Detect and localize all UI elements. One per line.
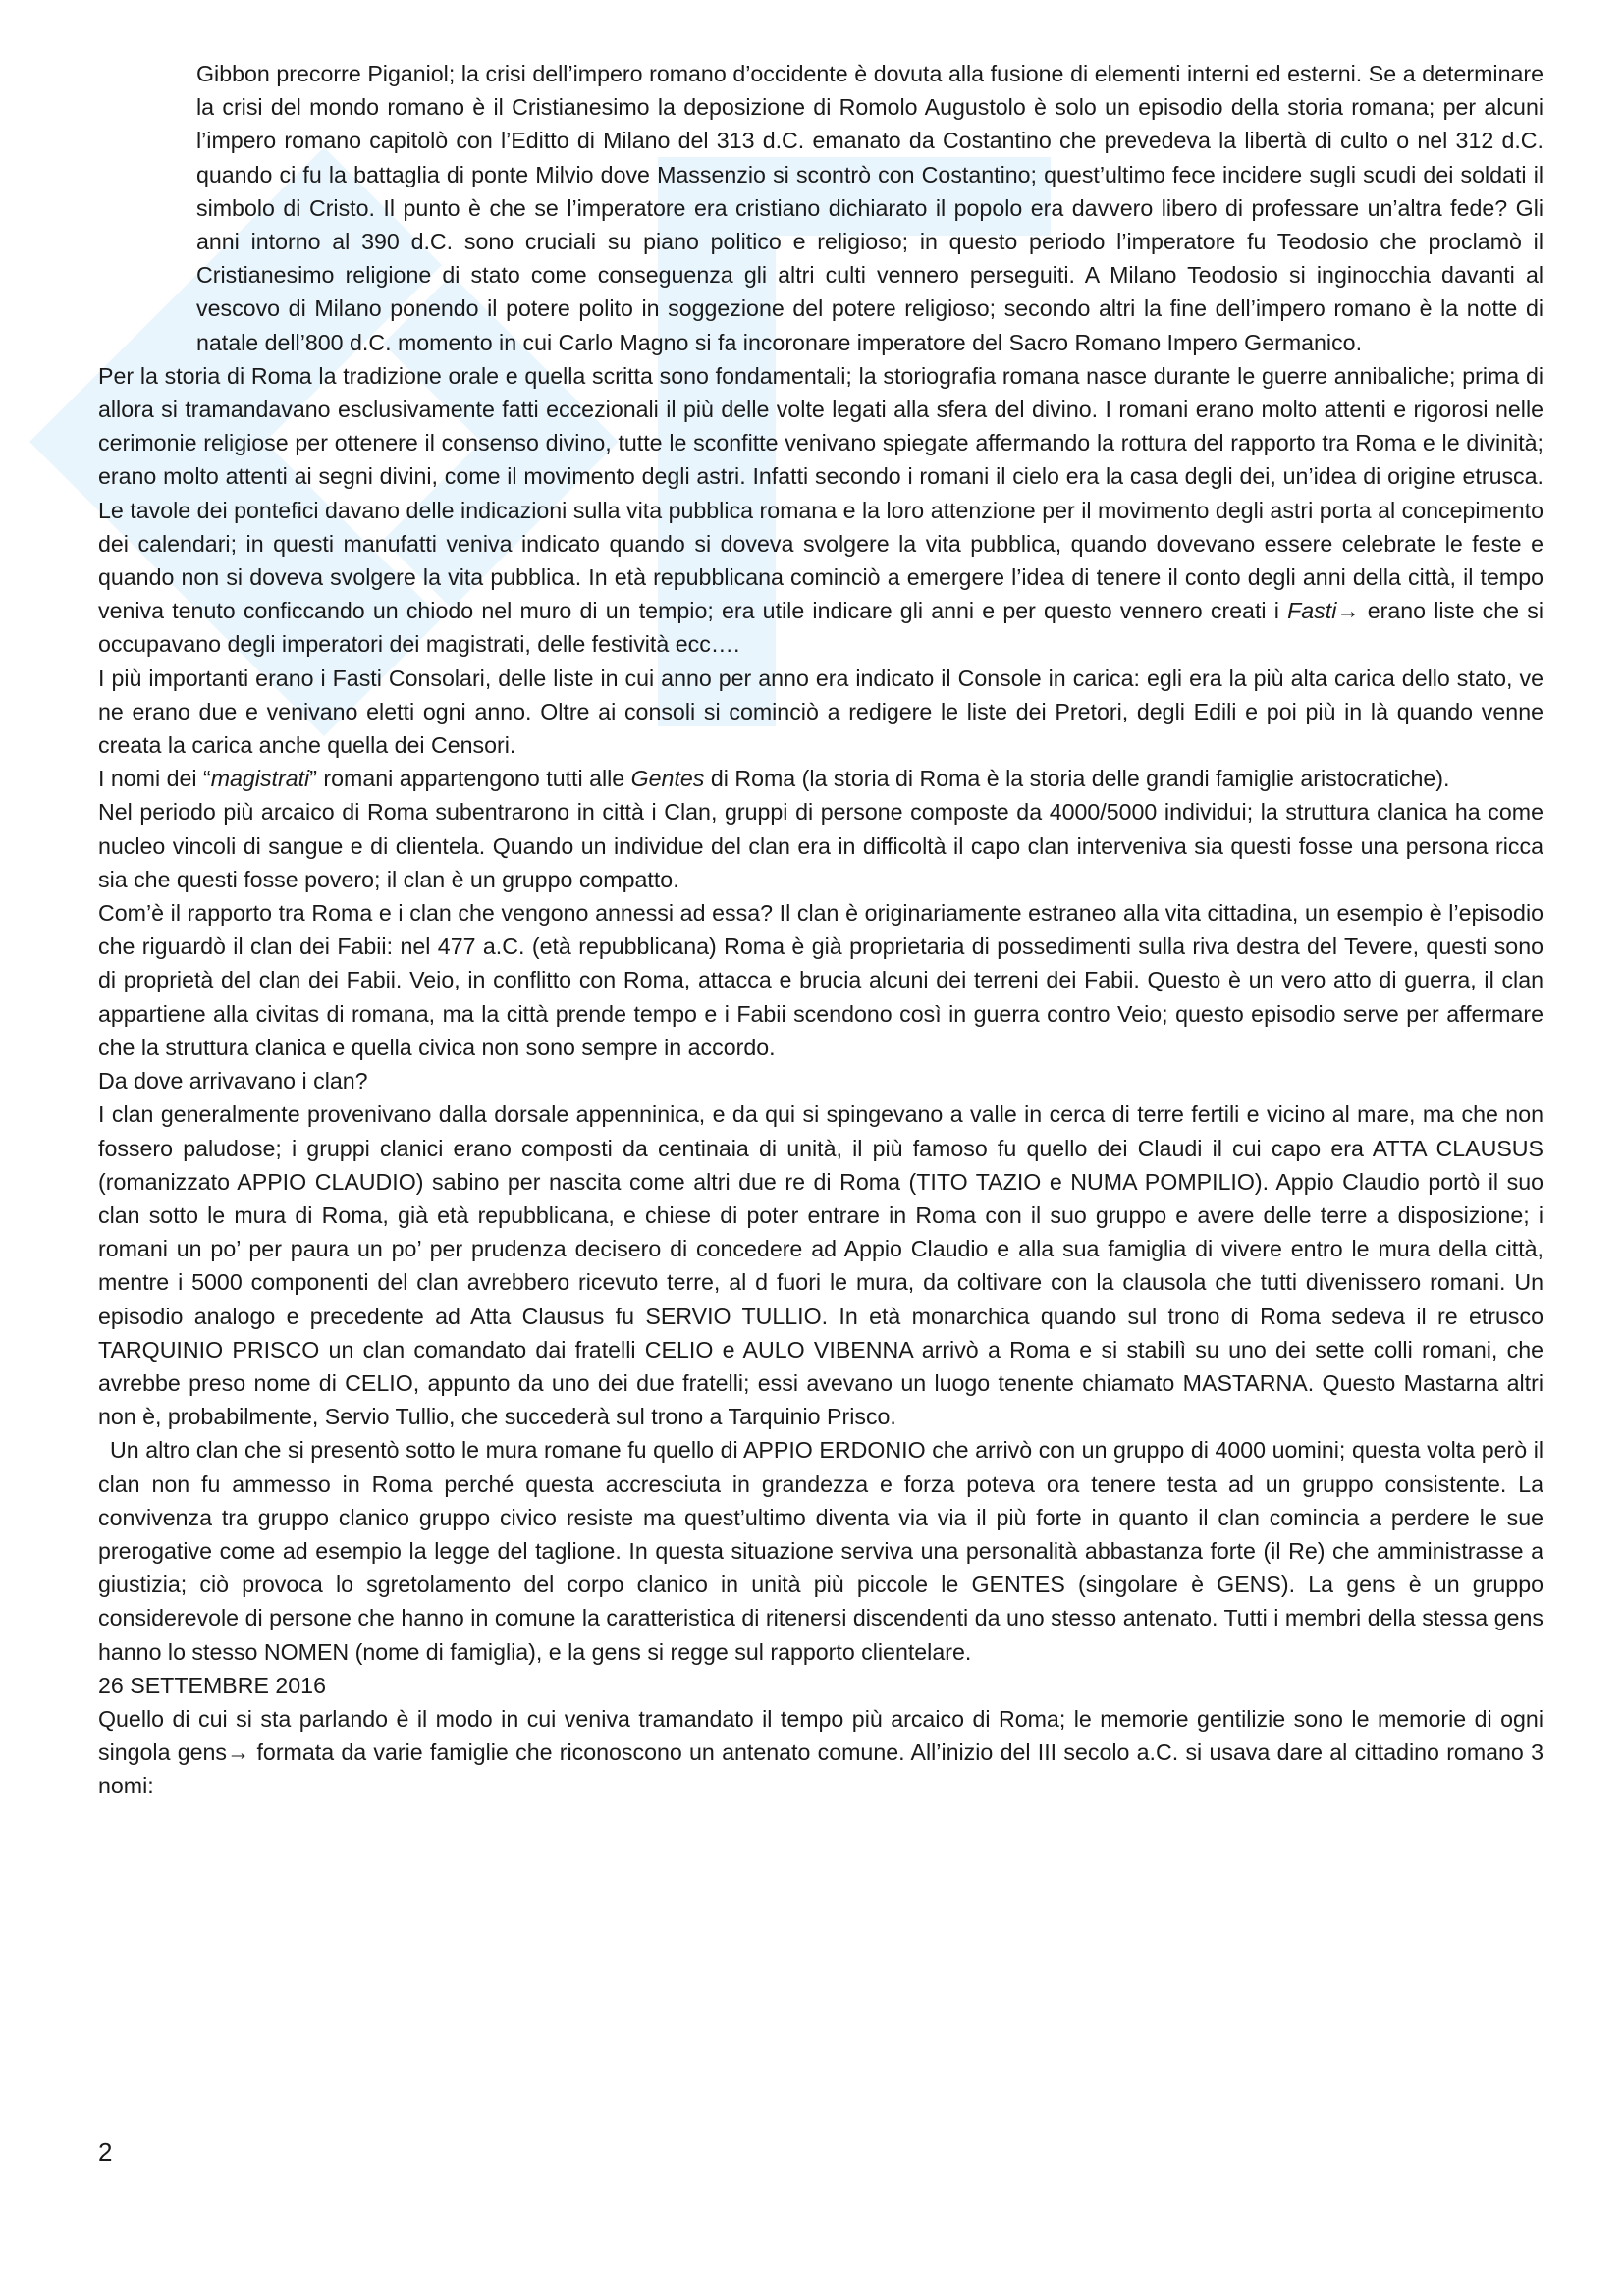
paragraph-storiografia [98, 359, 1543, 662]
paragraph-fabii: Com’è il rapporto tra Roma e i clan che vengono annessi ad essa? Il clan è originariamente estraneo alla vita cittadina, un esempio è l’episodio che riguardò il clan dei Fabii: nel 477 a.C. (età repubblicana) Roma è già proprietaria di possedimenti sulla riva destra del Tevere, questi sono di proprietà del clan dei Fabii. Veio, in conflitto con Roma, attacca e brucia alcuni dei terreni dei Fabii. Questo è un vero atto di guerra, il clan appartiene alla civitas di romana, ma la città prende tempo e i Fabii scendono così in guerra contro Veio; questo episodio serve per affermare che la struttura clanica e quella civica non sono sempre in accordo. [98, 900, 1543, 1060]
paragraph-storiografia-text: Per la storia di Roma la tradizione orale e quella scritta sono fondamentali; la storiografia romana nasce durante le guerre annibaliche; prima di allora si tramandavano esclusivamente fatti eccezionali il più delle volte legati alla sfera del divino. I romani erano molto attenti e rigorosi nelle cerimonie religiose per ottenere il consenso divino, tutte le sconfitte venivano spiegate affermando la rottura del rapporto tra Roma e le divinità; erano molto attenti ai segni divini, come il movimento degli astri. Infatti secondo i romani il cielo era la casa degli dei, un’idea di origine etrusca. Le tavole dei pontefici davano delle indicazioni sulla vita pubblica romana e la loro attenzione per il movimento degli astri porta al concepimento dei calendari; in questi manufatti veniva indicato quando si doveva svolgere la vita pubblica, quando dovevano essere celebrate le feste e quando non si doveva svolgere la vita pubblica. In età repubblicana cominciò a emergere l’idea di tenere il conto degli anni della città, il tempo veniva tenuto conficcando un chiodo nel muro di un tempio; era utile indicare gli anni e per questo vennero creati i [98, 362, 1543, 624]
paragraph-gibbon: Gibbon precorre Piganiol; la crisi dell’impero romano d’occidente è dovuta alla fusione di elementi interni ed esterni. Se a determinare la crisi del mondo romano è il Cristianesimo la deposizione di Romolo Augustolo è solo un episodio della storia romana; per alcuni l’impero romano capitolò con l’Editto di Milano del 313 d.C. emanato da Costantino che prevedeva la libertà di culto o nel 312 d.C. quando ci fu la battaglia di ponte Milvio dove Massenzio si scontrò con Costantino; quest’ultimo fece incidere sugli scudi dei soldati il simbolo di Cristo. Il punto è che se l’imperatore era cristiano dichiarato il popolo era davvero libero di professare un’altra fede? Gli anni intorno al 390 d.C. sono cruciali su piano politico e religioso; in questo periodo l’imperatore fu Teodosio che proclamò il Cristianesimo religione di stato come conseguenza gli altri culti vennero perseguiti. A Milano Teodosio si inginocchia davanti al vescovo di Milano ponendo il potere polito in soggezione del potere religioso; secondo altri la fine dell’impero romano è la notte di natale dell’800 d.C. momento in cui Carlo Magno si fa incoronare imperatore del Sacro Romano Impero Germanico. [196, 61, 1543, 355]
page-number: 2 [98, 2137, 113, 2166]
paragraph-magistrati [98, 762, 1543, 795]
paragraph-fasti-consolari: I più importanti erano i Fasti Consolari, delle liste in cui anno per anno era indicato il Console in carica: egli era la più alta carica dello stato, ve ne erano due e venivano eletti ogni anno. Oltre ai consoli si cominciò a redigere le liste dei Pretori, degli Edili e poi più in là quando venne creata la carica anche quella dei Censori. [98, 665, 1543, 759]
magistrati-term: magistrati [210, 766, 310, 792]
magistrati-pre: I nomi dei “ [98, 766, 211, 792]
paragraph-memorie-gentilizie: Quello di cui si sta parlando è il modo in cui veniva tramandato il tempo più arcaico di Roma; le memorie gentilizie sono le memorie di ogni singola gens→ formata da varie famiglie che riconoscono un antenato comune. All’inizio del III secolo a.C. si usava dare al cittadino romano 3 nomi: [98, 1705, 1543, 1799]
document-page [98, 57, 1543, 1803]
paragraph-provenienza-clan: I clan generalmente provenivano dalla dorsale appenninica, e da qui si spingevano a valle in cerca di terre fertili e vicino al mare, ma che non fossero paludose; i gruppi clanici erano composti da centinaia di unità, il più famoso fu quello dei Claudi il cui capo era ATTA CLAUSUS (romanizzato APPIO CLAUDIO) sabino per nascita come altri due re di Roma (TITO TAZIO e NUMA POMPILIO). Appio Claudio portò il suo clan sotto le mura di Roma, già età repubblicana, e chiese di poter entrare in Roma con il suo gruppo e avere delle terre a disposizione; i romani un po’ per paura un po’ per prudenza decisero di concedere ad Appio Claudio e alla sua famiglia di vivere entro le mura della città, mentre i 5000 componenti del clan avrebbero ricevuto terre, al d fuori le mura, da coltivare con la clausola che tutti divenissero romani. Un episodio analogo e precedente ad Atta Clausus fu SERVIO TULLIO. In età monarchica quando sul trono di Roma sedeva il re etrusco TARQUINIO PRISCO un clan comandato dai fratelli CELIO e AULO VIBENNA arrivò a Roma e si stabilì su uno dei sette colli romani, che avrebbe preso nome di CELIO, appunto da uno dei due fratelli; essi avevano un luogo tenente chiamato MASTARNA. Questo Mastarna altri non è, probabilmente, Servio Tullio, che succederà sul trono a Tarquinio Prisco. [98, 1101, 1543, 1430]
question-heading: Da dove arrivavano i clan? [98, 1068, 368, 1095]
gentes-term: Gentes [630, 766, 705, 792]
magistrati-post: di Roma (la storia di Roma è la storia delle grandi famiglie aristocratiche). [704, 766, 1450, 792]
paragraph-appio-erdonio: Un altro clan che si presentò sotto le mura romane fu quello di APPIO ERDONIO che arrivò con un gruppo di 4000 uomini; questa volta però il clan non fu ammesso in Roma perché questa accresciuta in grandezza e forza poteva ora tenere testa ad un gruppo consistente. La convivenza tra gruppo clanico gruppo civico resiste ma quest’ultimo diventa via via il più forte in quanto il clan comincia a perdere le sue prerogative come ad esempio la legge del taglione. In questa situazione serviva una personalità abbastanza forte (il Re) che amministrasse a giustizia; ciò provoca lo sgretolamento del corpo clanico in unità più piccole le GENTES (singolare è GENS). La gens è un gruppo considerevole di persone che hanno in comune la caratteristica di ritenersi discendenti da uno stesso antenato. Tutti i membri della stessa gens hanno lo stesso NOMEN (nome di famiglia), e la gens si regge sul rapporto clientelare. [98, 1437, 1543, 1665]
paragraph-clan: Nel periodo più arcaico di Roma subentrarono in città i Clan, gruppi di persone composte da 4000/5000 individui; la struttura clanica ha come nucleo vincoli di sangue e di clientela. Quando un individue del clan era in difficoltà il capo clan interveniva sia questi fosse una persona ricca sia che questi fosse povero; il clan è un gruppo compatto. [98, 799, 1543, 892]
fasti-definition: → erano liste che si occupavano degli imperatori dei magistrati, delle festività ecc…. [98, 598, 1543, 658]
magistrati-mid: ” romani appartengono tutti alle [309, 766, 631, 792]
fasti-term: Fasti [1287, 598, 1337, 624]
date-heading: 26 SETTEMBRE 2016 [98, 1672, 326, 1698]
